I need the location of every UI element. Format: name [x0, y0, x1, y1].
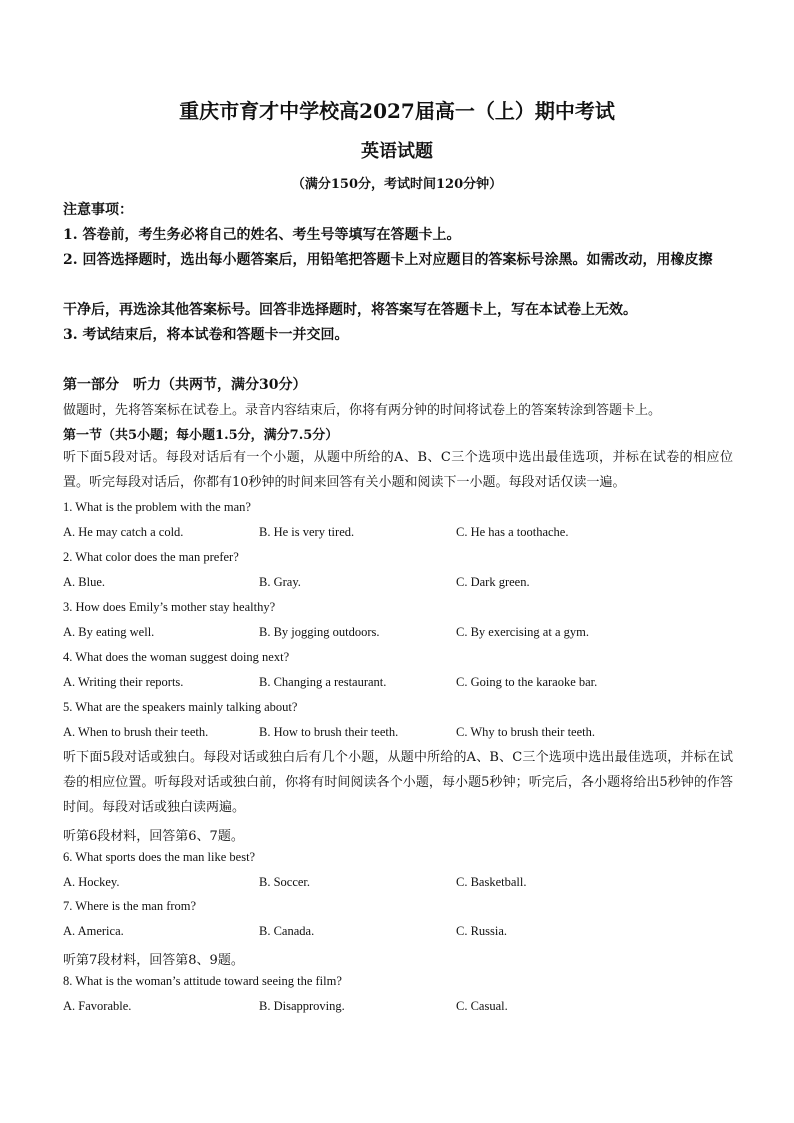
notice-item-2-cont: 干净后，再选涂其他答案标号。回答非选择题时，将答案写在答题卡上，写在本试卷上无效。 [63, 302, 637, 318]
material-7-note: 听第7段材料，回答第8、9题。 [63, 953, 244, 968]
option-a: A. Writing their reports. [63, 675, 184, 689]
question-stem: 2. What color does the man prefer? [63, 550, 239, 564]
option-c: C. By exercising at a gym. [456, 625, 589, 639]
notice-item-1: 1. 答卷前，考生务必将自己的姓名、考生号等填写在答题卡上。 [63, 227, 461, 243]
question-stem: 7. Where is the man from? [63, 899, 197, 913]
option-c: C. Dark green. [456, 575, 530, 589]
section2-instruction: 听下面5段对话或独白。每段对话或独白后有几个小题，从题中所给的A、B、C三个选项中选出最佳选项，并标在试卷的相应位置。听每段对话或独白前，你将有时间阅读各个小题，每小题5秒钟；听完后，各小题将给出5秒钟的作答时间。每段对话或独白读两遍。 [63, 750, 733, 815]
material-6-note: 听第6段材料，回答第6、7题。 [63, 829, 244, 844]
option-b: B. Gray. [259, 575, 301, 589]
option-a: A. Blue. [63, 575, 106, 589]
option-c: C. Casual. [456, 999, 508, 1013]
option-b: B. How to brush their teeth. [259, 725, 399, 739]
question-stem: 6. What sports does the man like best? [63, 850, 256, 864]
option-a: A. He may catch a cold. [63, 525, 184, 539]
question-stem: 5. What are the speakers mainly talking about? [63, 700, 298, 714]
option-b: B. Disapproving. [259, 999, 345, 1013]
option-a: A. Hockey. [63, 875, 120, 889]
option-a: A. America. [63, 924, 124, 938]
option-b: B. Canada. [259, 924, 315, 938]
question-stem: 8. What is the woman’s attitude toward seeing the film? [63, 974, 342, 988]
question-stem: 3. How does Emily’s mother stay healthy? [63, 600, 276, 614]
option-b: B. Soccer. [259, 875, 311, 889]
exam-title: 重庆市育才中学校高2027届高一（上）期中考试 [179, 99, 615, 123]
score-time: （满分150分，考试时间120分钟） [291, 177, 503, 192]
option-a: A. By eating well. [63, 625, 155, 639]
question-stem: 1. What is the problem with the man? [63, 500, 251, 514]
option-c: C. He has a toothache. [456, 525, 569, 539]
option-c: C. Going to the karaoke bar. [456, 675, 598, 689]
notice-item-3: 3. 考试结束后，将本试卷和答题卡一并交回。 [63, 327, 349, 343]
option-c: C. Basketball. [456, 875, 527, 889]
option-c: C. Why to brush their teeth. [456, 725, 595, 739]
part1-heading: 第一部分 听力（共两节，满分30分） [63, 377, 307, 393]
question-stem: 4. What does the woman suggest doing next? [63, 650, 290, 664]
option-b: B. Changing a restaurant. [259, 675, 387, 689]
section1-heading: 第一节（共5小题；每小题1.5分，满分7.5分） [63, 428, 339, 443]
subject-title: 英语试题 [361, 141, 433, 162]
option-a: A. When to brush their teeth. [63, 725, 209, 739]
notice-item-2: 2. 回答选择题时，选出每小题答案后，用铅笔把答题卡上对应题目的答案标号涂黑。如需改动，用橡皮擦 [63, 252, 713, 268]
part1-instruction: 做题时，先将答案标在试卷上。录音内容结束后，你将有两分钟的时间将试卷上的答案转涂到答题卡上。 [63, 403, 662, 418]
option-a: A. Favorable. [63, 999, 132, 1013]
option-c: C. Russia. [456, 924, 508, 938]
option-b: B. By jogging outdoors. [259, 625, 380, 639]
notice-heading: 注意事项： [63, 202, 133, 218]
option-b: B. He is very tired. [259, 525, 355, 539]
section1-instruction: 听下面5段对话。每段对话后有一个小题，从题中所给的A、B、C三个选项中选出最佳选项，并标在试卷的相应位置。听完每段对话后，你都有10秒钟的时间来回答有关小题和阅读下一小题。每段对话仅读一遍。 [63, 450, 733, 490]
